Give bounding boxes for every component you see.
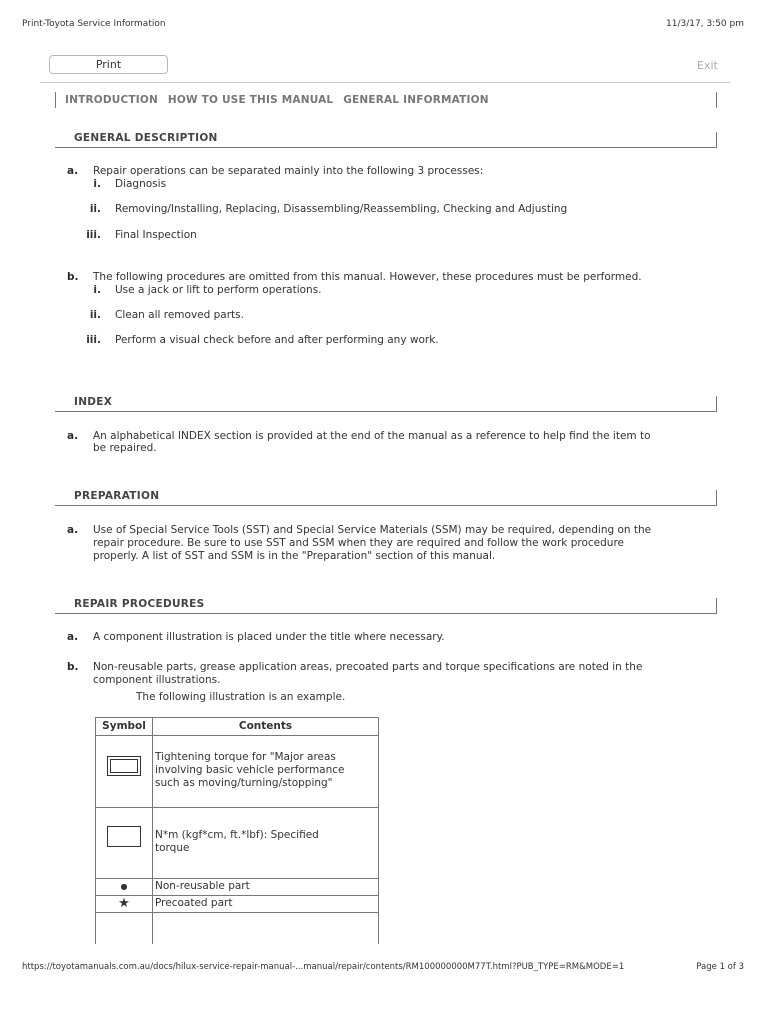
breadcrumb-item-how-to-use[interactable]: HOW TO USE THIS MANUAL (167, 94, 334, 106)
table-row (96, 913, 379, 944)
sub-item-label: i. (93, 284, 101, 296)
breadcrumb (55, 92, 717, 108)
sub-item-label: ii. (89, 309, 101, 321)
table-cell-contents: Non-reusable part (153, 879, 379, 896)
exit-link[interactable]: Exit (697, 59, 718, 72)
item-text-line: An alphabetical INDEX section is provided at the end of the manual as a reference to help find the item to (93, 430, 651, 442)
table-row (96, 808, 379, 879)
double-box-icon (107, 756, 141, 776)
table-row (96, 879, 379, 896)
footer-url: https://toyotamanuals.com.au/docs/hilux-service-repair-manual-...manual/repair/contents/RM100000000M77T.html?PUB_TYPE=RM&MODE=1 (22, 962, 625, 972)
table-cell-symbol (96, 736, 153, 808)
section-title-index: INDEX (55, 396, 717, 412)
item-text-line: Use of Special Service Tools (SST) and Special Service Materials (SSM) may be required, depending on the (93, 524, 652, 536)
footer-page-number: Page 1 of 3 (696, 962, 744, 972)
item-text: The following procedures are omitted from this manual. However, these procedures must be performed. (93, 271, 642, 283)
toolbar-divider (40, 82, 730, 83)
item-text-line: Non-reusable parts, grease application areas, precoated parts and torque specifications are noted in the (93, 661, 643, 673)
bullet-icon: ● (96, 879, 153, 896)
item-label: a. (67, 631, 79, 643)
sub-item-label: ii. (89, 203, 101, 215)
table-cell-contents (153, 736, 379, 808)
item-text: Repair operations can be separated mainly into the following 3 processes: (93, 165, 484, 177)
item-text-line: properly. A list of SST and SSM is in the "Preparation" section of this manual. (93, 550, 496, 562)
contents-line: Tightening torque for "Major areas (155, 751, 336, 763)
table-header-symbol: Symbol (96, 718, 153, 736)
table-cell-contents (153, 913, 379, 944)
item-text-line: component illustrations. (93, 674, 221, 686)
contents-line: involving basic vehicle performance (155, 764, 345, 776)
item-text: A component illustration is placed under the title where necessary. (93, 631, 445, 643)
contents-line: such as moving/turning/stopping" (155, 777, 333, 789)
contents-line: N*m (kgf*cm, ft.*lbf): Specified (155, 829, 319, 841)
breadcrumb-item-introduction[interactable]: INTRODUCTION (65, 94, 158, 106)
section-title-repair-procedures: REPAIR PROCEDURES (55, 598, 717, 614)
table-row (96, 736, 379, 808)
sub-item-text: Diagnosis (115, 178, 167, 190)
item-text-line: repair procedure. Be sure to use SST and SSM when they are required and follow the work procedure (93, 537, 624, 549)
item-label: a. (67, 524, 79, 536)
example-note: The following illustration is an example. (136, 691, 346, 703)
print-header-title: Print-Toyota Service Information (22, 19, 166, 29)
table-cell-symbol (96, 913, 153, 944)
sub-item-label: iii. (86, 334, 101, 346)
print-header-datetime: 11/3/17, 3:50 pm (666, 19, 744, 29)
sub-item-label: i. (93, 178, 101, 190)
table-header-row (96, 718, 379, 736)
table-row (96, 896, 379, 913)
sub-item-text: Use a jack or lift to perform operations. (115, 284, 322, 296)
item-label: a. (67, 430, 79, 442)
item-label: a. (67, 165, 79, 177)
breadcrumb-item-general-information[interactable]: GENERAL INFORMATION (343, 94, 489, 106)
table-cell-contents: Precoated part (153, 896, 379, 913)
table-cell-contents (153, 808, 379, 879)
item-label: b. (67, 271, 79, 283)
single-box-icon (107, 826, 141, 847)
sub-item-text: Final Inspection (115, 229, 197, 241)
item-text-line: be repaired. (93, 442, 157, 454)
table-header-contents: Contents (153, 718, 379, 736)
sub-item-text: Perform a visual check before and after performing any work. (115, 334, 439, 346)
symbol-table (95, 717, 379, 944)
print-button[interactable]: Print (49, 55, 168, 74)
contents-line: torque (155, 842, 190, 854)
sub-item-text: Clean all removed parts. (115, 309, 244, 321)
section-title-general-description: GENERAL DESCRIPTION (55, 132, 717, 148)
table-cell-symbol (96, 808, 153, 879)
sub-item-label: iii. (86, 229, 101, 241)
sub-item-text: Removing/Installing, Replacing, Disassembling/Reassembling, Checking and Adjusting (115, 203, 568, 215)
item-label: b. (67, 661, 79, 673)
star-icon: ★ (96, 896, 153, 913)
section-title-preparation: PREPARATION (55, 490, 717, 506)
